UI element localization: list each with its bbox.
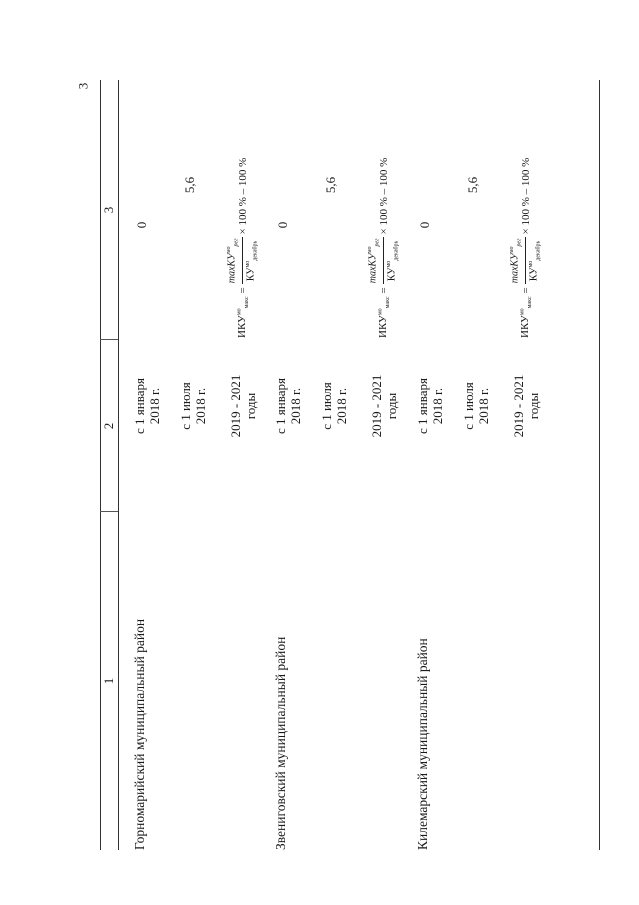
period-value: 0 (417, 221, 432, 229)
district-name: Килемарский муниципальный район (415, 638, 430, 850)
formula (507, 158, 545, 338)
formula-tail: × 100 % – 100 % (377, 157, 390, 235)
period-label: с 1 июля 2018 г. (178, 382, 208, 430)
district-name: Горномарийский муниципальный район (132, 618, 147, 850)
formula-fraction: maxКУ$^{мо}_{рег}$ $КУ^{мо}_{декабрь}$ (509, 238, 542, 284)
rotated-table (100, 80, 600, 850)
period-value: 0 (134, 221, 149, 229)
header-bottom-border (118, 80, 119, 850)
period-value: 5,6 (182, 176, 197, 194)
period-label: 2019 - 2021 годы (511, 374, 541, 438)
period-label: с 1 января 2018 г. (273, 378, 303, 434)
district-name: Звениговский муниципальный район (273, 636, 288, 850)
period-value: 5,6 (323, 176, 338, 194)
formula-fraction: maxКУ$^{мо}_{рег}$ $КУ^{мо}_{декабрь}$ (226, 238, 259, 284)
column-number-3: 3 (101, 206, 116, 214)
period-value: 5,6 (465, 176, 480, 194)
period-label: с 1 января 2018 г. (132, 378, 162, 434)
period-label: 2019 - 2021 годы (228, 374, 258, 438)
formula-tail: × 100 % – 100 % (519, 157, 532, 235)
formula-equals: = (236, 287, 249, 294)
formula-lhs: $ИКУ^{мо}_{макс}$ (518, 296, 533, 338)
column-number-1: 1 (101, 677, 116, 685)
formula-lhs: $ИКУ^{мо}_{макс}$ (235, 296, 250, 338)
period-value: 0 (275, 221, 290, 229)
page-number: 3 (75, 82, 91, 90)
formula-fraction: maxКУ$^{мо}_{рег}$ $КУ^{мо}_{декабрь}$ (367, 238, 400, 284)
formula-lhs: $ИКУ^{мо}_{макс}$ (376, 296, 391, 338)
formula-tail: × 100 % – 100 % (236, 157, 249, 235)
table-bottom-border (599, 80, 600, 850)
period-label: 2019 - 2021 годы (369, 374, 399, 438)
table-row (415, 80, 555, 850)
formula-equals: = (519, 287, 532, 294)
formula (365, 158, 403, 338)
formula-equals: = (377, 287, 390, 294)
column-number-2: 2 (101, 422, 116, 430)
table-row (273, 80, 413, 850)
table-row (132, 80, 272, 850)
period-label: с 1 июля 2018 г. (319, 382, 349, 430)
period-label: с 1 января 2018 г. (415, 378, 445, 434)
period-label: с 1 июля 2018 г. (461, 382, 491, 430)
formula (224, 158, 262, 338)
